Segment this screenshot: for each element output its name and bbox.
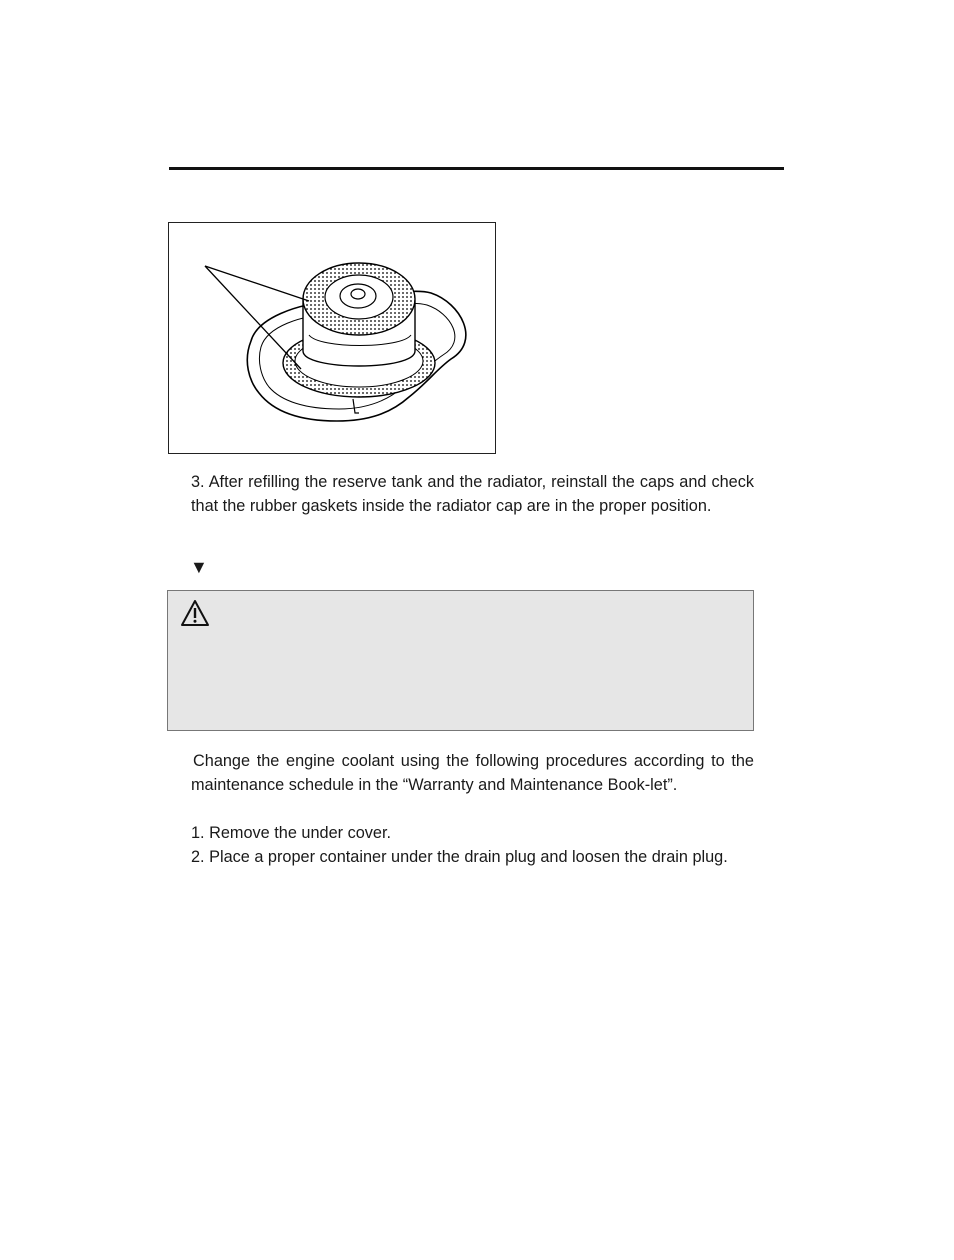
radiator-cap-illustration [169,223,495,453]
caution-box [167,590,754,731]
intro-text: Change the engine coolant using the following procedures according to the maintenance schedule in the “Warranty and Maintenance Book-let”. [191,752,754,794]
radiator-cap-figure [168,222,496,454]
step-3-text: 3. After refilling the reserve tank and the radiator, reinstall the caps and check that the rubber gaskets inside the radiator cap are in the proper position. [191,473,754,515]
warning-triangle-icon [180,599,210,627]
section-marker: ▼ [190,557,208,577]
header-rule [169,167,784,170]
step-2-text: 2. Place a proper container under the drain plug and loosen the drain plug. [191,848,728,866]
step-1-text: 1. Remove the under cover. [191,824,392,842]
